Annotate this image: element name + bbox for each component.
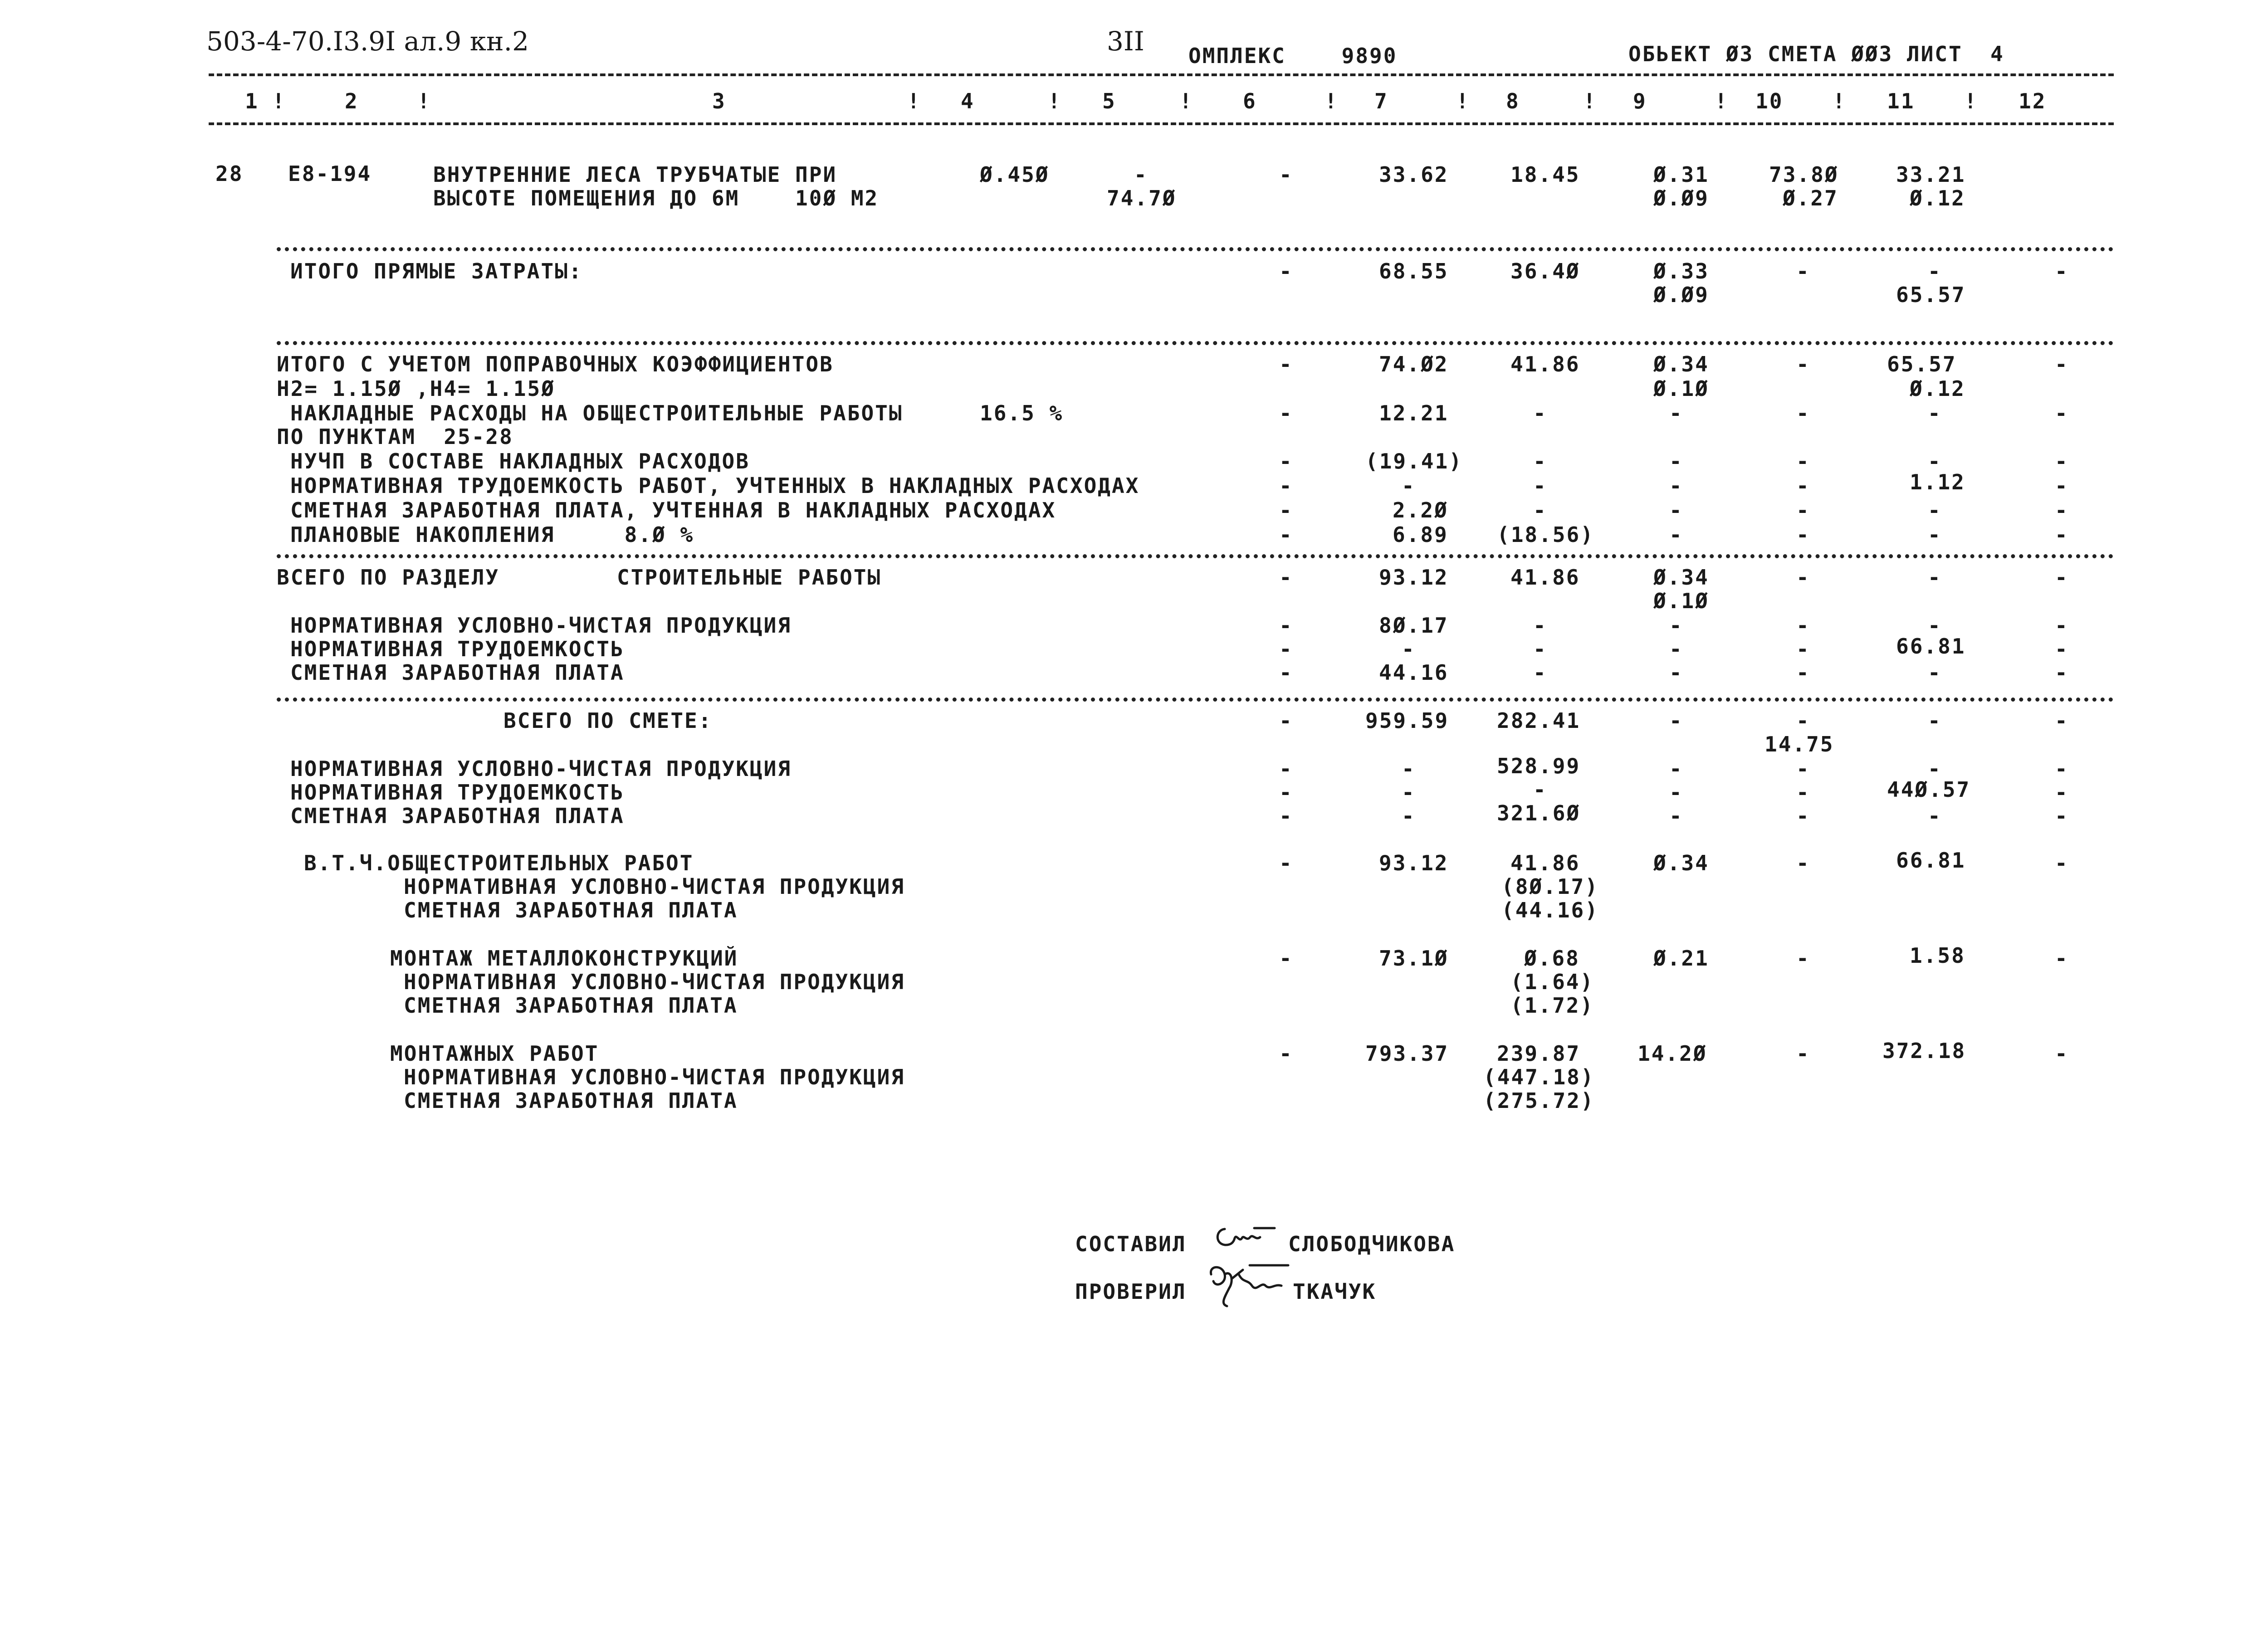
section-name: СТРОИТЕЛЬНЫЕ РАБОТЫ <box>617 565 882 590</box>
breakdown-product-value: (1.64) <box>1510 970 1594 994</box>
total-r3-c7: - <box>1402 804 1416 828</box>
item-c10a: 73.8Ø <box>1769 162 1839 187</box>
item-c9a: Ø.31 <box>1653 162 1709 187</box>
wage-c11: - <box>1928 498 1942 522</box>
nuchp-c12: - <box>2055 449 2069 473</box>
col-10: 10 <box>1755 89 1784 113</box>
complex-label: ОМПЛЕКС 9890 <box>1188 44 1398 68</box>
item-name-line2: ВЫСОТЕ ПОМЕЩЕНИЯ ДО 6М 10Ø М2 <box>433 186 879 210</box>
labor-c12: - <box>2055 473 2069 498</box>
section-r2-c11: 66.81 <box>1896 634 1966 658</box>
total-r1-c10: - <box>1796 756 1810 781</box>
breakdown-c12: - <box>2055 851 2069 875</box>
total-wage-label: СМЕТНАЯ ЗАРАБОТНАЯ ПЛАТА <box>290 804 625 828</box>
section-total-label: ВСЕГО ПО РАЗДЕЛУ <box>277 565 500 590</box>
section-c9a: Ø.34 <box>1653 565 1709 590</box>
total-r3-c6: - <box>1279 804 1293 828</box>
breakdown-wage-label: СМЕТНАЯ ЗАРАБОТНАЯ ПЛАТА <box>404 1088 738 1113</box>
col-2: 2 <box>345 89 359 113</box>
breakdown-c10: - <box>1796 851 1810 875</box>
coef-c8: 41.86 <box>1510 352 1580 376</box>
section-c10: - <box>1796 565 1810 590</box>
col-separator: ! <box>1715 89 1729 113</box>
section-r2-c9: - <box>1669 637 1683 661</box>
section-r2-c12: - <box>2055 637 2069 661</box>
plan-c12: - <box>2055 522 2069 547</box>
checked-by-label: ПРОВЕРИЛ <box>1075 1279 1187 1304</box>
breakdown-c11: 372.18 <box>1882 1039 1966 1063</box>
item-number: 28 <box>215 161 244 186</box>
col-separator: ! <box>417 89 431 113</box>
direct-c10: - <box>1796 259 1810 283</box>
section-r3-c10: - <box>1796 660 1810 685</box>
total-r1-c7: - <box>1402 756 1416 781</box>
nuchp-label: НУЧП В СОСТАВЕ НАКЛАДНЫХ РАСХОДОВ <box>290 449 750 473</box>
item-c10b: Ø.27 <box>1783 186 1838 210</box>
section-r3-c12: - <box>2055 660 2069 685</box>
col-11: 11 <box>1887 89 1915 113</box>
overhead-percent: 16.5 % <box>980 401 1064 425</box>
total-r3-c12: - <box>2055 804 2069 828</box>
total-c8: 282.41 <box>1497 708 1581 733</box>
overhead-c12: - <box>2055 401 2069 425</box>
header-rule-bottom <box>209 122 2114 125</box>
total-r3-c10: - <box>1796 804 1810 828</box>
wage-overhead-label: СМЕТНАЯ ЗАРАБОТНАЯ ПЛАТА, УЧТЕННАЯ В НАКЛАДНЫХ РАСХОДАХ <box>290 498 1056 522</box>
plan-c7: 6.89 <box>1393 522 1448 547</box>
breakdown-c9: 14.2Ø <box>1637 1041 1707 1066</box>
col-separator: ! <box>1456 89 1470 113</box>
page-number: 3II <box>1107 26 1144 57</box>
planned-savings-label: ПЛАНОВЫЕ НАКОПЛЕНИЯ 8.Ø % <box>290 522 694 547</box>
item-c5a: - <box>1134 162 1148 187</box>
section-r2-c6: - <box>1279 637 1293 661</box>
col-separator: ! <box>1583 89 1597 113</box>
direct-c8: 36.4Ø <box>1510 259 1580 283</box>
section-r2-c10: - <box>1796 637 1810 661</box>
composer-signature <box>1211 1220 1279 1256</box>
plan-c8: (18.56) <box>1497 522 1594 547</box>
section-r1-c12: - <box>2055 613 2069 638</box>
breakdown-c6: - <box>1279 851 1293 875</box>
breakdown-c7: 93.12 <box>1379 851 1449 875</box>
nuchp-c8: - <box>1533 449 1547 473</box>
overhead-c7: 12.21 <box>1379 401 1449 425</box>
section-c12: - <box>2055 565 2069 590</box>
wage-c7: 2.2Ø <box>1393 498 1448 522</box>
breakdown-product-label: НОРМАТИВНАЯ УСЛОВНО-ЧИСТАЯ ПРОДУКЦИЯ <box>404 970 905 994</box>
breakdown-c8: 41.86 <box>1510 851 1580 875</box>
total-c7: 959.59 <box>1365 708 1449 733</box>
coef-c9a: Ø.34 <box>1653 352 1709 376</box>
coef-label: ИТОГО С УЧЕТОМ ПОПРАВОЧНЫХ КОЭФФИЦИЕНТОВ <box>277 352 834 376</box>
direct-c9b: Ø.Ø9 <box>1653 283 1709 307</box>
coef-c11a: 65.57 <box>1887 352 1957 376</box>
total-c11: - <box>1928 708 1942 733</box>
col-4: 4 <box>961 89 975 113</box>
breakdown-c6: - <box>1279 1041 1293 1066</box>
total-r2-c7: - <box>1402 780 1416 805</box>
item-code: Е8-194 <box>288 161 372 186</box>
estimate-total-label: ВСЕГО ПО СМЕТЕ: <box>503 708 713 733</box>
section-r2-c8: - <box>1533 637 1547 661</box>
overhead-c9: - <box>1669 401 1683 425</box>
overhead-label: НАКЛАДНЫЕ РАСХОДЫ НА ОБЩЕСТРОИТЕЛЬНЫЕ РАБОТЫ <box>290 401 903 425</box>
section-c9b: Ø.1Ø <box>1653 589 1709 613</box>
total-c12: - <box>2055 708 2069 733</box>
breakdown-wage-value: (275.72) <box>1483 1088 1595 1113</box>
coef-c6: - <box>1279 352 1293 376</box>
section-c11: - <box>1928 565 1942 590</box>
section-r3-c9: - <box>1669 660 1683 685</box>
section-c7: 93.12 <box>1379 565 1449 590</box>
breakdown-wage-label: СМЕТНАЯ ЗАРАБОТНАЯ ПЛАТА <box>404 993 738 1018</box>
direct-label: ИТОГО ПРЯМЫЕ ЗАТРАТЫ: <box>290 259 583 283</box>
direct-c7: 68.55 <box>1379 259 1449 283</box>
wage-c8: - <box>1533 498 1547 522</box>
composer-name: СЛОБОДЧИКОВА <box>1288 1232 1456 1256</box>
breakdown-c12: - <box>2055 946 2069 971</box>
labor-c7: - <box>1402 473 1416 498</box>
section-r1-c6: - <box>1279 613 1293 638</box>
col-separator: ! <box>272 89 286 113</box>
overhead-c6: - <box>1279 401 1293 425</box>
item-c9b: Ø.Ø9 <box>1653 186 1709 210</box>
col-12: 12 <box>2019 89 2047 113</box>
section-labor-label: НОРМАТИВНАЯ ТРУДОЕМКОСТЬ <box>290 637 625 661</box>
section-r3-c8: - <box>1533 660 1547 685</box>
plan-c10: - <box>1796 522 1810 547</box>
col-8: 8 <box>1506 89 1520 113</box>
dotted-rule <box>277 697 2114 702</box>
direct-c6: - <box>1279 259 1293 283</box>
breakdown-label: В.Т.Ч.ОБЩЕСТРОИТЕЛЬНЫХ РАБОТ <box>304 851 694 875</box>
total-c10a: - <box>1796 708 1810 733</box>
section-r1-c9: - <box>1669 613 1683 638</box>
overhead-c11: - <box>1928 401 1942 425</box>
overhead-c10: - <box>1796 401 1810 425</box>
col-1: 1 <box>245 89 259 113</box>
coef-c11b: Ø.12 <box>1910 376 1965 401</box>
plan-c11: - <box>1928 522 1942 547</box>
breakdown-label: МОНТАЖНЫХ РАБОТ <box>390 1041 599 1066</box>
breakdown-c10: - <box>1796 946 1810 971</box>
direct-c11a: - <box>1928 259 1942 283</box>
doc-code: 503-4-70.I3.9I ал.9 кн.2 <box>206 26 529 57</box>
section-r3-c11: - <box>1928 660 1942 685</box>
total-r2-c6: - <box>1279 780 1293 805</box>
labor-c6: - <box>1279 473 1293 498</box>
item-c5b: 74.7Ø <box>1107 186 1177 210</box>
item-c8: 18.45 <box>1510 162 1580 187</box>
breakdown-wage-value: (1.72) <box>1510 993 1594 1018</box>
total-r2-c8: - <box>1533 777 1547 802</box>
total-c10b: 14.75 <box>1765 732 1834 756</box>
item-c11b: Ø.12 <box>1910 186 1965 210</box>
total-c6: - <box>1279 708 1293 733</box>
breakdown-product-value: (8Ø.17) <box>1501 874 1599 899</box>
breakdown-product-value: (447.18) <box>1483 1065 1595 1089</box>
col-3: 3 <box>712 89 726 113</box>
section-c8: 41.86 <box>1510 565 1580 590</box>
section-r1-c8: - <box>1533 613 1547 638</box>
nuchp-c9: - <box>1669 449 1683 473</box>
total-r2-c12: - <box>2055 780 2069 805</box>
col-separator: ! <box>1179 89 1193 113</box>
coef-c12: - <box>2055 352 2069 376</box>
breakdown-c9: Ø.34 <box>1653 851 1709 875</box>
item-name-line1: ВНУТРЕННИЕ ЛЕСА ТРУБЧАТЫЕ ПРИ <box>433 162 837 187</box>
breakdown-c8: 239.87 <box>1497 1041 1581 1066</box>
total-r3-c9: - <box>1669 804 1683 828</box>
col-5: 5 <box>1102 89 1116 113</box>
section-r3-c6: - <box>1279 660 1293 685</box>
wage-c9: - <box>1669 498 1683 522</box>
breakdown-c11: 66.81 <box>1896 848 1966 873</box>
overhead-c8: - <box>1533 401 1547 425</box>
section-c6: - <box>1279 565 1293 590</box>
labor-c10: - <box>1796 473 1810 498</box>
section-wage-label: СМЕТНАЯ ЗАРАБОТНАЯ ПЛАТА <box>290 660 625 685</box>
col-separator: ! <box>907 89 921 113</box>
breakdown-c8: Ø.68 <box>1524 946 1580 971</box>
object-label: ОБЬЕКТ Ø3 СМЕТА ØØ3 ЛИСТ 4 <box>1628 42 2004 66</box>
nuchp-c6: - <box>1279 449 1293 473</box>
total-r3-c11: - <box>1928 804 1942 828</box>
total-r2-c10: - <box>1796 780 1810 805</box>
plan-c6: - <box>1279 522 1293 547</box>
section-r1-c11: - <box>1928 613 1942 638</box>
nuchp-c11: - <box>1928 449 1942 473</box>
breakdown-c7: 793.37 <box>1365 1041 1449 1066</box>
breakdown-wage-value: (44.16) <box>1501 898 1599 922</box>
section-product-label: НОРМАТИВНАЯ УСЛОВНО-ЧИСТАЯ ПРОДУКЦИЯ <box>290 613 792 638</box>
col-6: 6 <box>1243 89 1257 113</box>
total-r1-c9: - <box>1669 756 1683 781</box>
direct-c11b: 65.57 <box>1896 283 1966 307</box>
breakdown-c10: - <box>1796 1041 1810 1066</box>
section-r1-c10: - <box>1796 613 1810 638</box>
header-rule-top <box>209 73 2114 76</box>
total-r1-c8: 528.99 <box>1497 754 1581 778</box>
col-separator: ! <box>1325 89 1339 113</box>
direct-c9a: Ø.33 <box>1653 259 1709 283</box>
coef-values: Н2= 1.15Ø ,Н4= 1.15Ø <box>277 376 555 401</box>
section-r1-c7: 8Ø.17 <box>1379 613 1449 638</box>
dotted-rule <box>277 554 2114 558</box>
total-r1-c12: - <box>2055 756 2069 781</box>
labor-c11: 1.12 <box>1910 470 1965 494</box>
col-separator: ! <box>1964 89 1978 113</box>
coef-c7: 74.Ø2 <box>1379 352 1449 376</box>
nuchp-c10: - <box>1796 449 1810 473</box>
direct-c12: - <box>2055 259 2069 283</box>
labor-c8: - <box>1533 473 1547 498</box>
col-separator: ! <box>1048 89 1062 113</box>
col-7: 7 <box>1374 89 1388 113</box>
plan-c9: - <box>1669 522 1683 547</box>
total-r1-c6: - <box>1279 756 1293 781</box>
labor-c9: - <box>1669 473 1683 498</box>
breakdown-c9: Ø.21 <box>1653 946 1709 971</box>
section-r2-c7: - <box>1402 637 1416 661</box>
breakdown-label: МОНТАЖ МЕТАЛЛОКОНСТРУКЦИЙ <box>390 946 738 971</box>
total-r2-c9: - <box>1669 780 1683 805</box>
wage-c6: - <box>1279 498 1293 522</box>
checker-name: ТКАЧУК <box>1293 1279 1377 1304</box>
dotted-rule <box>277 341 2114 345</box>
breakdown-wage-label: СМЕТНАЯ ЗАРАБОТНАЯ ПЛАТА <box>404 898 738 922</box>
total-product-label: НОРМАТИВНАЯ УСЛОВНО-ЧИСТАЯ ПРОДУКЦИЯ <box>290 756 792 781</box>
dotted-rule <box>277 247 2114 251</box>
breakdown-c11: 1.58 <box>1910 943 1965 968</box>
total-labor-label: НОРМАТИВНАЯ ТРУДОЕМКОСТЬ <box>290 780 625 805</box>
item-c11a: 33.21 <box>1896 162 1966 187</box>
section-r3-c7: 44.16 <box>1379 660 1449 685</box>
coef-c10: - <box>1796 352 1810 376</box>
checker-signature <box>1207 1261 1297 1311</box>
item-c6: - <box>1279 162 1293 187</box>
item-c4: Ø.45Ø <box>980 162 1050 187</box>
total-r1-c11: - <box>1928 756 1942 781</box>
col-separator: ! <box>1833 89 1847 113</box>
breakdown-c6: - <box>1279 946 1293 971</box>
total-c9: - <box>1669 708 1683 733</box>
overhead-points: ПО ПУНКТАМ 25-28 <box>277 424 513 449</box>
breakdown-product-label: НОРМАТИВНАЯ УСЛОВНО-ЧИСТАЯ ПРОДУКЦИЯ <box>404 1065 905 1089</box>
item-c7: 33.62 <box>1379 162 1449 187</box>
wage-c12: - <box>2055 498 2069 522</box>
breakdown-product-label: НОРМАТИВНАЯ УСЛОВНО-ЧИСТАЯ ПРОДУКЦИЯ <box>404 874 905 899</box>
total-r2-c11: 44Ø.57 <box>1887 777 1971 802</box>
total-r3-c8: 321.6Ø <box>1497 801 1581 825</box>
composed-by-label: СОСТАВИЛ <box>1075 1232 1187 1256</box>
labor-overhead-label: НОРМАТИВНАЯ ТРУДОЕМКОСТЬ РАБОТ, УЧТЕННЫХ В НАКЛАДНЫХ РАСХОДАХ <box>290 473 1140 498</box>
wage-c10: - <box>1796 498 1810 522</box>
nuchp-c7: (19.41) <box>1365 449 1463 473</box>
coef-c9b: Ø.1Ø <box>1653 376 1709 401</box>
breakdown-c12: - <box>2055 1041 2069 1066</box>
breakdown-c7: 73.1Ø <box>1379 946 1449 971</box>
col-9: 9 <box>1633 89 1647 113</box>
